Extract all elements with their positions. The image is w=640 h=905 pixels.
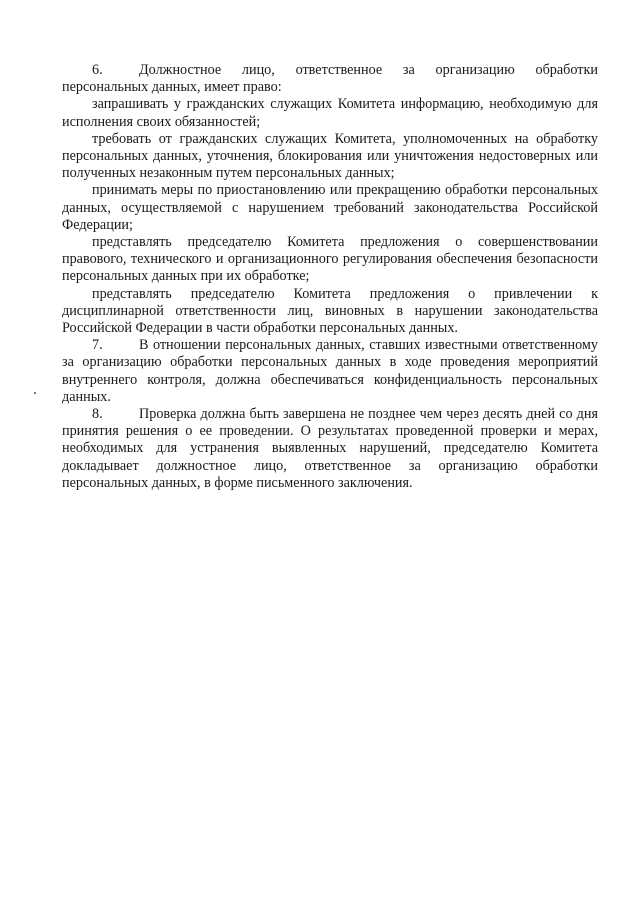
paragraph-number: 7. <box>92 337 103 354</box>
paragraph-text: Должностное лицо, ответственное за организацию обработки персональных данных, имеет право: <box>62 62 598 96</box>
paragraph-6-right-2 <box>62 131 598 183</box>
paragraph-6-right-3 <box>62 182 598 234</box>
paragraph-text: представлять председателю Комитета предложения о совершенствовании правового, технического и организационного регулирования обеспечения безопасности персональных данных при их обработке; <box>62 234 598 285</box>
document-body <box>62 62 598 492</box>
paragraph-text: принимать меры по приостановлению или прекращению обработки персональных данных, осуществляемой с нарушением требований законодательства Российской Федерации; <box>62 182 598 233</box>
paragraph-6-right-1 <box>62 96 598 130</box>
paragraph-8 <box>62 406 598 492</box>
paragraph-6 <box>62 62 598 96</box>
paragraph-text: В отношении персональных данных, ставших известными ответственному за организацию обработки персональных данных в ходе проведения мероприятий внутреннего контроля, должна обеспечиваться конфиденциальность персональных данных. <box>62 337 598 405</box>
paragraph-text: требовать от гражданских служащих Комитета, уполномоченных на обработку персональных данных, уточнения, блокирования или уничтожения недостоверных или полученных незаконным путем персональных данных; <box>62 130 598 182</box>
scan-speck <box>34 392 36 394</box>
paragraph-6-right-5 <box>62 286 598 338</box>
paragraph-number: 8. <box>92 406 103 423</box>
paragraph-number: 6. <box>92 62 103 78</box>
paragraph-7 <box>62 337 598 406</box>
paragraph-6-right-4 <box>62 234 598 286</box>
paragraph-text: Проверка должна быть завершена не позднее чем через десять дней со дня принятия решения о ее проведении. О результатах проведенной проверки и мерах, необходимых для устранения выявленных нарушений, председателю Комитета докладывает должностное лицо, ответственное за организацию обработки персональных данных, в форме письменного заключения. <box>62 406 598 491</box>
paragraph-text: запрашивать у гражданских служащих Комитета информацию, необходимую для исполнения своих обязанностей; <box>62 96 598 130</box>
paragraph-text: представлять председателю Комитета предложения о привлечении к дисциплинарной ответственности лиц, виновных в нарушении законодательства Российской Федерации в части обработки персональных данных. <box>62 285 598 337</box>
